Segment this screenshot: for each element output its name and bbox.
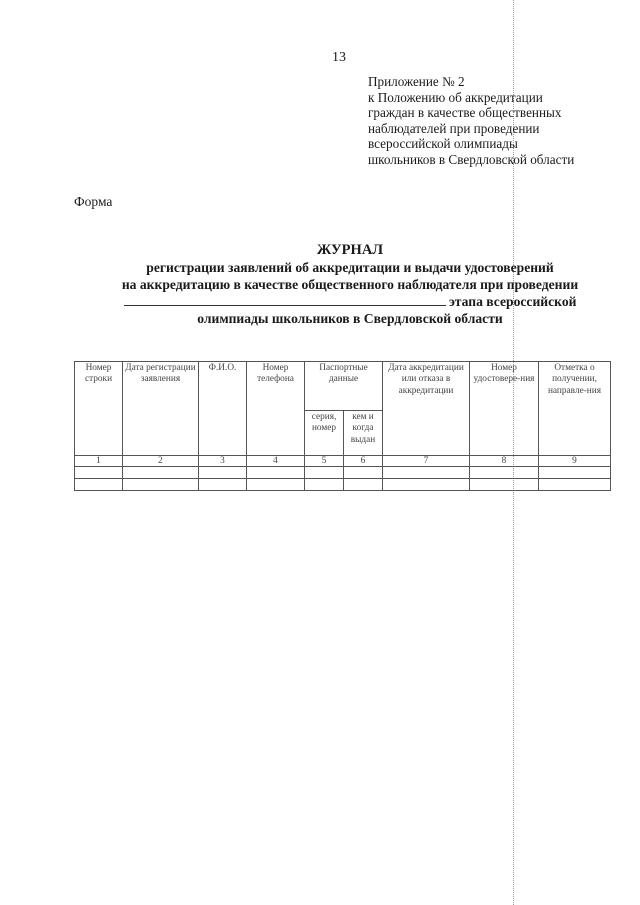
appendix-line: всероссийской олимпиады (368, 136, 518, 152)
subheader-cell: серия, номер (305, 411, 344, 456)
title-heading: ЖУРНАЛ (316, 242, 384, 258)
column-number: 7 (383, 456, 470, 467)
column-number: 9 (539, 456, 611, 467)
table-cell[interactable] (305, 479, 344, 491)
table-cell[interactable] (470, 467, 539, 479)
appendix-line: к Положению об аккредитации (368, 89, 543, 105)
table-cell[interactable] (247, 479, 305, 491)
table-cell[interactable] (305, 467, 344, 479)
table-cell[interactable] (539, 467, 611, 479)
table-cell[interactable] (247, 467, 305, 479)
table-cell[interactable] (199, 467, 247, 479)
table-cell[interactable] (199, 479, 247, 491)
header-cell: Номер телефона (247, 362, 305, 456)
document-title (60, 242, 640, 327)
journal-table (74, 361, 611, 491)
table-cell[interactable] (344, 467, 383, 479)
header-cell: Отметка о получении, направле-ния (539, 362, 611, 456)
header-cell: Дата регистрации заявления (123, 362, 199, 456)
table-cell[interactable] (383, 467, 470, 479)
table-cell[interactable] (383, 479, 470, 491)
column-number: 8 (470, 456, 539, 467)
column-number: 5 (305, 456, 344, 467)
table-header-row (75, 362, 611, 411)
title-line: олимпиады школьников в Свердловской области (197, 311, 503, 326)
page-number: 13 (332, 50, 346, 65)
subheader-cell: кем и когда выдан (344, 411, 383, 456)
appendix-line: школьников в Свердловской области (368, 151, 575, 167)
title-line-with-blank (60, 293, 640, 310)
header-cell: Ф.И.О. (199, 362, 247, 456)
header-cell: Дата аккредитации или отказа в аккредитации (383, 362, 470, 456)
header-cell: Номер строки (75, 362, 123, 456)
header-cell: Паспортные данные (305, 362, 383, 411)
title-line: регистрации заявлений об аккредитации и выдачи удостоверений (146, 260, 554, 275)
title-line: на аккредитацию в качестве общественного наблюдателя при проведении (121, 277, 579, 292)
column-number: 3 (199, 456, 247, 467)
header-cell: Номер удостовере-ния (470, 362, 539, 456)
table-cell[interactable] (344, 479, 383, 491)
appendix-reference (368, 74, 574, 168)
stage-blank-field[interactable] (124, 294, 446, 306)
table-cell[interactable] (470, 479, 539, 491)
table-cell[interactable] (539, 479, 611, 491)
column-number: 6 (344, 456, 383, 467)
title-line-text: этапа всероссийской (448, 294, 577, 309)
table-row (75, 479, 611, 491)
form-label: Форма (74, 194, 113, 209)
table-cell[interactable] (123, 479, 199, 491)
column-number: 1 (75, 456, 123, 467)
appendix-line: наблюдателей при проведении (368, 120, 540, 136)
table-row (75, 467, 611, 479)
table-cell[interactable] (75, 479, 123, 491)
appendix-line: Приложение № 2 (368, 74, 465, 89)
appendix-line: граждан в качестве общественных (368, 105, 562, 121)
table-cell[interactable] (123, 467, 199, 479)
column-number: 2 (123, 456, 199, 467)
table-cell[interactable] (75, 467, 123, 479)
column-number-row (75, 456, 611, 467)
column-number: 4 (247, 456, 305, 467)
